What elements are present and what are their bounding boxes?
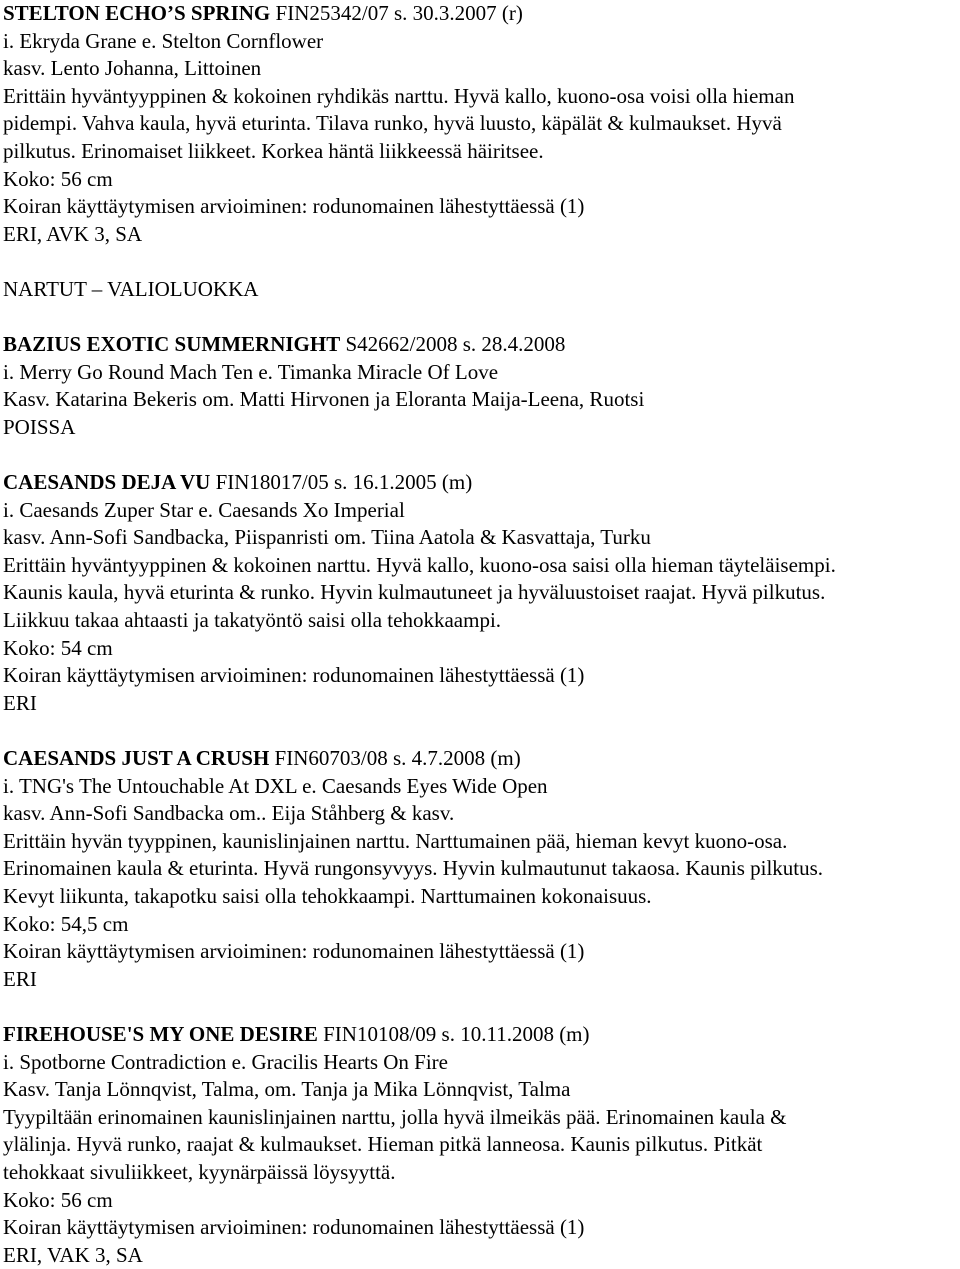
critique-line: ylälinja. Hyvä runko, raajat & kulmaukset. Hieman pitkä lanneosa. Kaunis pilkutus. Pitkät bbox=[3, 1132, 763, 1157]
size: Koko: 56 cm bbox=[3, 1187, 113, 1212]
dog-name: FIREHOUSE'S MY ONE DESIRE bbox=[3, 1021, 318, 1046]
breeder-owner: kasv. Ann-Sofi Sandbacka om.. Eija Ståhberg & kasv. bbox=[3, 801, 455, 826]
critique-line: Erittäin hyvän tyyppinen, kaunislinjainen narttu. Narttumainen pää, hieman kevyt kuono-osa. bbox=[3, 828, 788, 853]
parents: i. Merry Go Round Mach Ten e. Timanka Miracle Of Love bbox=[3, 359, 499, 384]
result: ERI bbox=[3, 966, 37, 991]
behavior-assessment: Koiran käyttäytymisen arvioiminen: rodunomainen lähestyttäessä (1) bbox=[3, 939, 585, 964]
breeder-owner: kasv. Ann-Sofi Sandbacka, Piispanristi om. Tiina Aatola & Kasvattaja, Turku bbox=[3, 525, 651, 550]
show-results-page bbox=[3, 0, 953, 1269]
registration-info: FIN10108/09 s. 10.11.2008 (m) bbox=[317, 1021, 590, 1046]
parents: i. Caesands Zuper Star e. Caesands Xo Imperial bbox=[3, 497, 405, 522]
entry-header bbox=[3, 1021, 953, 1049]
parents: i. Ekryda Grane e. Stelton Cornflower bbox=[3, 28, 324, 53]
critique-line: Kevyt liikunta, takapotku saisi olla tehokkaampi. Narttumainen kokonaisuus. bbox=[3, 884, 652, 908]
critique-line: pidempi. Vahva kaula, hyvä eturinta. Tilava runko, hyvä luusto, käpälät & kulmaukset. Hyvä bbox=[3, 111, 782, 136]
result: ERI, VAK 3, SA bbox=[3, 1242, 143, 1267]
spacer bbox=[3, 248, 953, 276]
breeder-owner: kasv. Lento Johanna, Littoinen bbox=[3, 56, 262, 81]
registration-info: S42662/2008 s. 28.4.2008 bbox=[340, 332, 566, 357]
behavior-assessment: Koiran käyttäytymisen arvioiminen: rodunomainen lähestyttäessä (1) bbox=[3, 1215, 585, 1240]
critique-line: Kaunis kaula, hyvä eturinta & runko. Hyvin kulmautuneet ja hyväluustoiset raajat. Hyvä pilkutus. bbox=[3, 580, 826, 605]
parents: i. TNG's The Untouchable At DXL e. Caesands Eyes Wide Open bbox=[3, 773, 548, 798]
registration-info: FIN60703/08 s. 4.7.2008 (m) bbox=[269, 746, 521, 771]
dog-name: CAESANDS DEJA VU bbox=[3, 470, 211, 495]
critique-line: Erinomainen kaula & eturinta. Hyvä rungonsyvyys. Hyvin kulmautunut takaosa. Kaunis pilkutus. bbox=[3, 856, 824, 881]
behavior-assessment: Koiran käyttäytymisen arvioiminen: rodunomainen lähestyttäessä (1) bbox=[3, 194, 585, 219]
dog-name: BAZIUS EXOTIC SUMMERNIGHT bbox=[3, 332, 341, 357]
critique-line: Erittäin hyväntyyppinen & kokoinen ryhdikäs narttu. Hyvä kallo, kuono-osa voisi olla hieman bbox=[3, 83, 795, 108]
size: Koko: 54 cm bbox=[3, 635, 113, 660]
entry-header bbox=[3, 745, 953, 773]
entry-header bbox=[3, 469, 953, 497]
registration-info: FIN18017/05 s. 16.1.2005 (m) bbox=[210, 470, 473, 495]
spacer bbox=[3, 717, 953, 745]
critique-line: pilkutus. Erinomaiset liikkeet. Korkea häntä liikkeessä häiritsee. bbox=[3, 138, 544, 163]
registration-info: FIN25342/07 s. 30.3.2007 (r) bbox=[270, 1, 523, 25]
entry-header bbox=[3, 0, 953, 28]
breeder-owner: Kasv. Tanja Lönnqvist, Talma, om. Tanja ja Mika Lönnqvist, Talma bbox=[3, 1077, 571, 1102]
result: POISSA bbox=[3, 414, 76, 439]
spacer bbox=[3, 442, 953, 470]
critique-line: tehokkaat sivuliikkeet, kyynärpäissä löysyyttä. bbox=[3, 1159, 396, 1184]
behavior-assessment: Koiran käyttäytymisen arvioiminen: rodunomainen lähestyttäessä (1) bbox=[3, 663, 585, 688]
size: Koko: 54,5 cm bbox=[3, 911, 129, 936]
dog-name: CAESANDS JUST A CRUSH bbox=[3, 746, 270, 771]
critique-line: Tyypiltään erinomainen kaunislinjainen narttu, jolla hyvä ilmeikäs pää. Erinomainen kaula & bbox=[3, 1104, 787, 1129]
critique-line: Liikkuu takaa ahtaasti ja takatyöntö saisi olla tehokkaampi. bbox=[3, 608, 502, 633]
spacer bbox=[3, 304, 953, 332]
critique-line: Erittäin hyväntyyppinen & kokoinen narttu. Hyvä kallo, kuono-osa saisi olla hieman täyteläisempi. bbox=[3, 552, 836, 577]
spacer bbox=[3, 993, 953, 1021]
entry-header bbox=[3, 331, 953, 359]
result: ERI, AVK 3, SA bbox=[3, 221, 143, 246]
breeder-owner: Kasv. Katarina Bekeris om. Matti Hirvonen ja Eloranta Maija-Leena, Ruotsi bbox=[3, 387, 645, 412]
class-heading: NARTUT – VALIOLUOKKA bbox=[3, 276, 259, 301]
parents: i. Spotborne Contradiction e. Gracilis Hearts On Fire bbox=[3, 1049, 448, 1074]
dog-name: STELTON ECHO’S SPRING bbox=[3, 1, 271, 25]
result: ERI bbox=[3, 690, 37, 715]
size: Koko: 56 cm bbox=[3, 166, 113, 191]
